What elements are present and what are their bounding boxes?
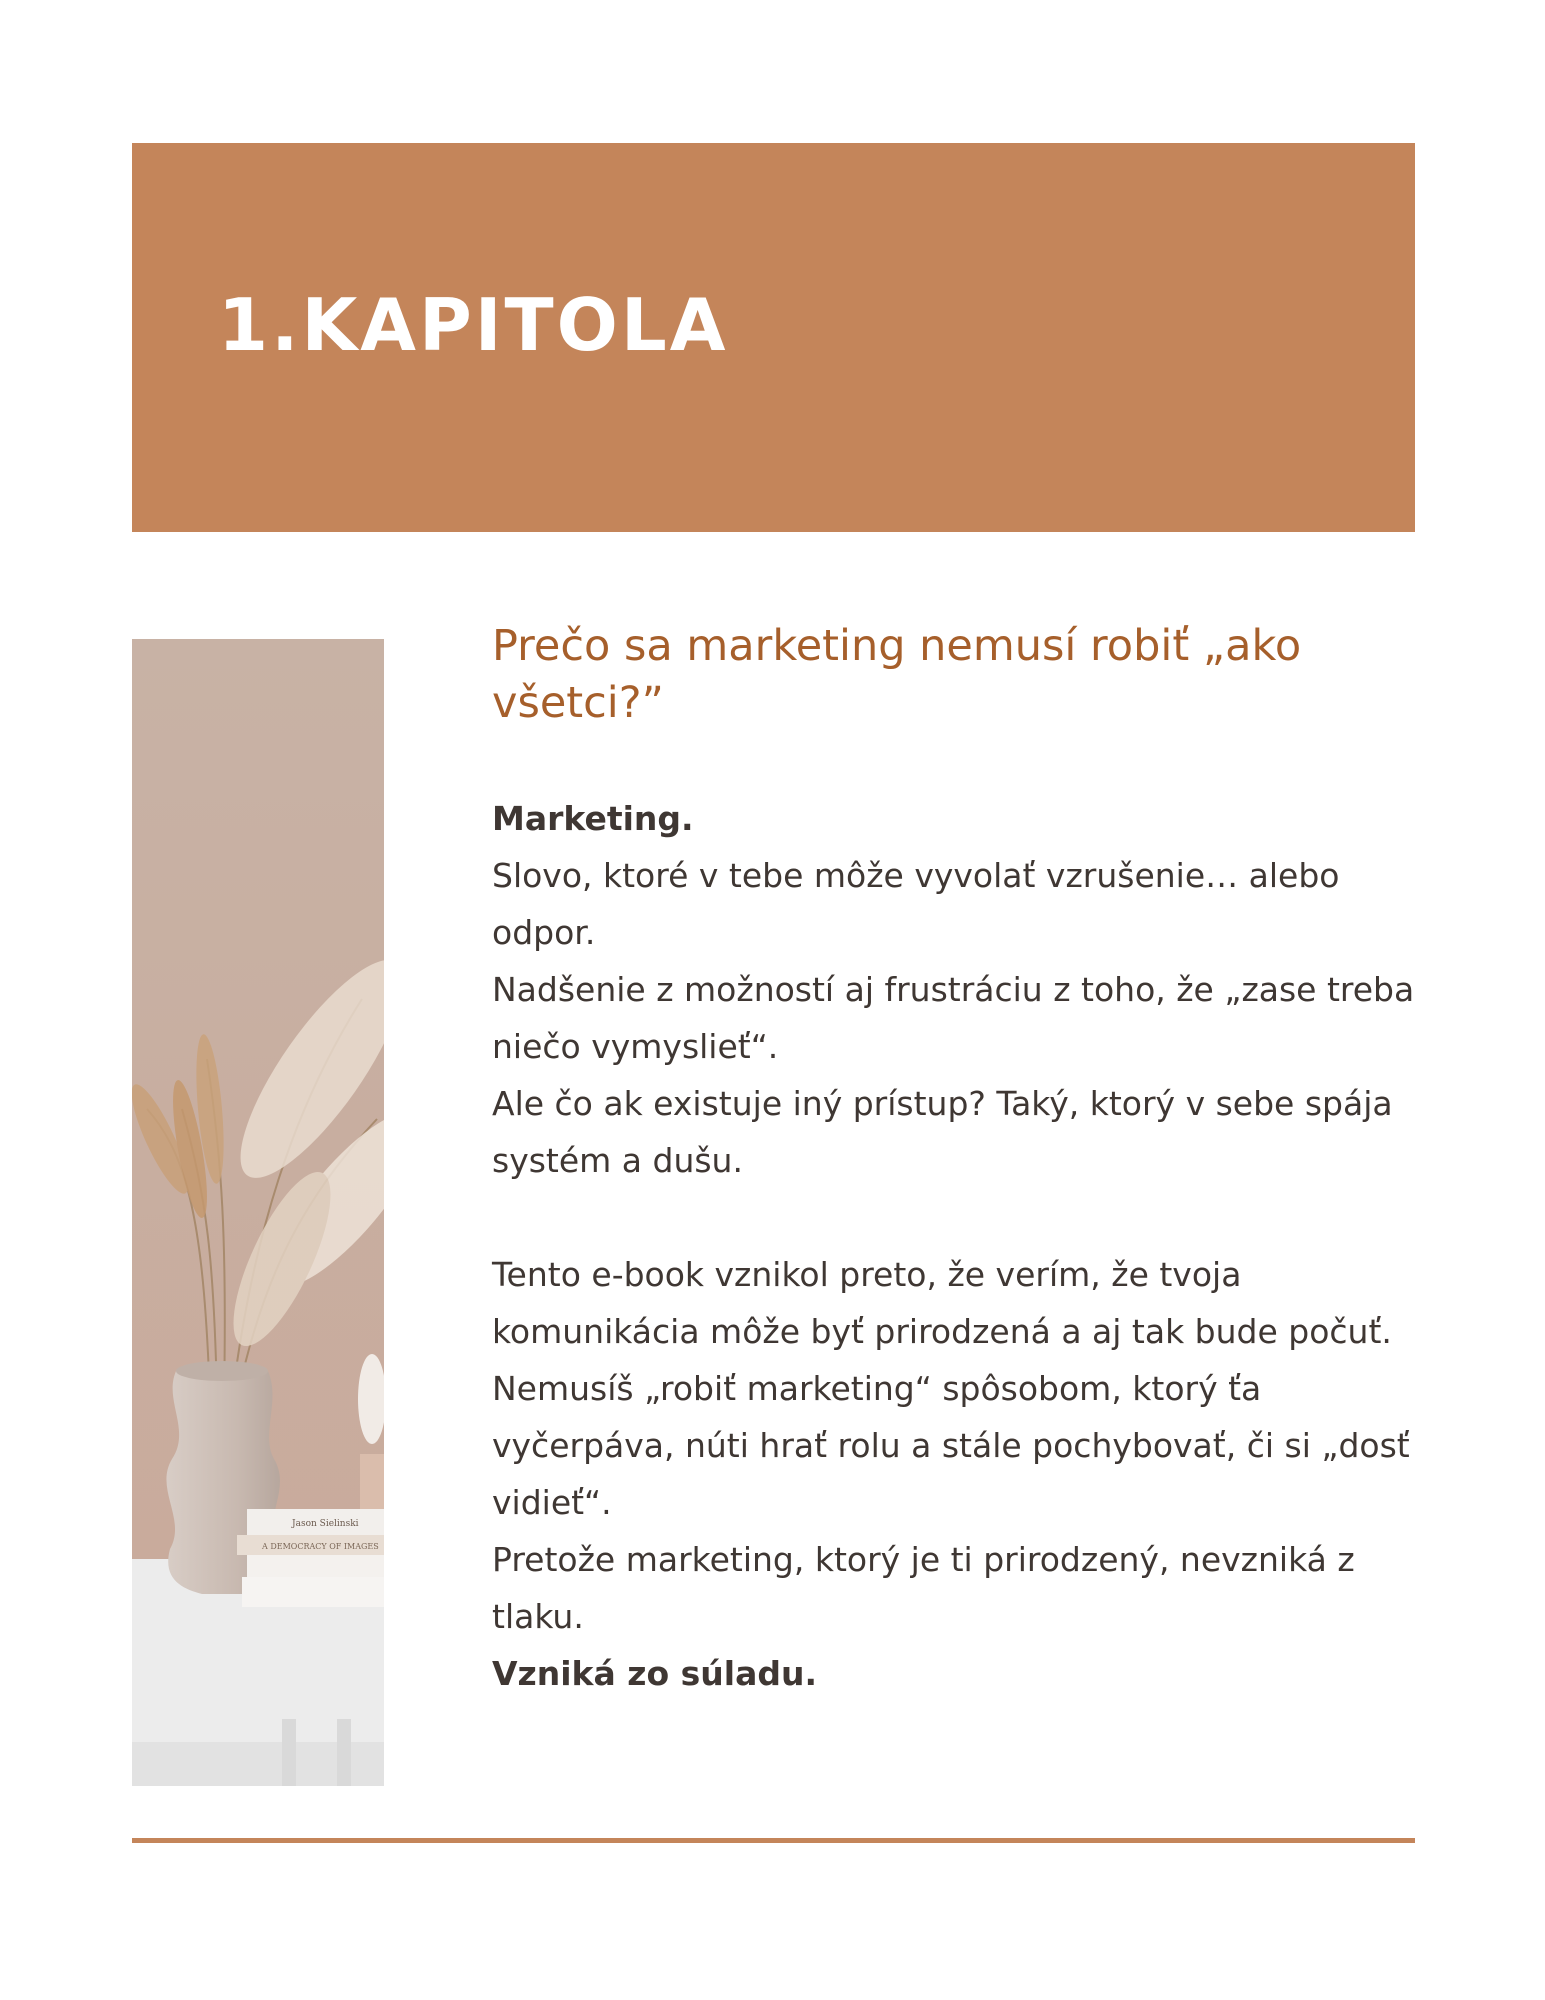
paragraph: Nadšenie z možností aj frustráciu z toho, že „zase treba niečo vymyslieť“. bbox=[492, 970, 1415, 1066]
chapter-banner bbox=[132, 143, 1415, 532]
body-text bbox=[492, 790, 1422, 1702]
chapter-content bbox=[492, 618, 1422, 1702]
paragraph-spacer bbox=[492, 1189, 1422, 1246]
paragraph: Nemusíš „robiť marketing“ spôsobom, ktorý ťa vyčerpáva, núti hrať rolu a stále pochybovať, či si „dosť vidieť“. bbox=[492, 1369, 1410, 1522]
paragraph-closing: Vzniká zo súladu. bbox=[492, 1654, 817, 1693]
book-spine-author: Jason Sielinski bbox=[292, 1519, 359, 1529]
chapter-title: 1.KAPITOLA bbox=[218, 283, 729, 367]
decorative-photo bbox=[132, 639, 384, 1786]
paragraph: Tento e-book vznikol preto, že verím, že tvoja komunikácia môže byť prirodzená a aj tak bude počuť. bbox=[492, 1255, 1392, 1351]
paragraph: Slovo, ktoré v tebe môže vyvolať vzrušenie… alebo odpor. bbox=[492, 856, 1340, 952]
paragraph-lead: Marketing. bbox=[492, 799, 694, 838]
footer-divider bbox=[132, 1838, 1415, 1843]
book-spine-title: A DEMOCRACY OF IMAGES bbox=[262, 1542, 379, 1551]
paragraph: Pretože marketing, ktorý je ti prirodzený, nevzniká z tlaku. bbox=[492, 1540, 1355, 1636]
paragraph: Ale čo ak existuje iný prístup? Taký, ktorý v sebe spája systém a dušu. bbox=[492, 1084, 1393, 1180]
section-subtitle: Prečo sa marketing nemusí robiť „ako všetci?” bbox=[492, 621, 1302, 728]
